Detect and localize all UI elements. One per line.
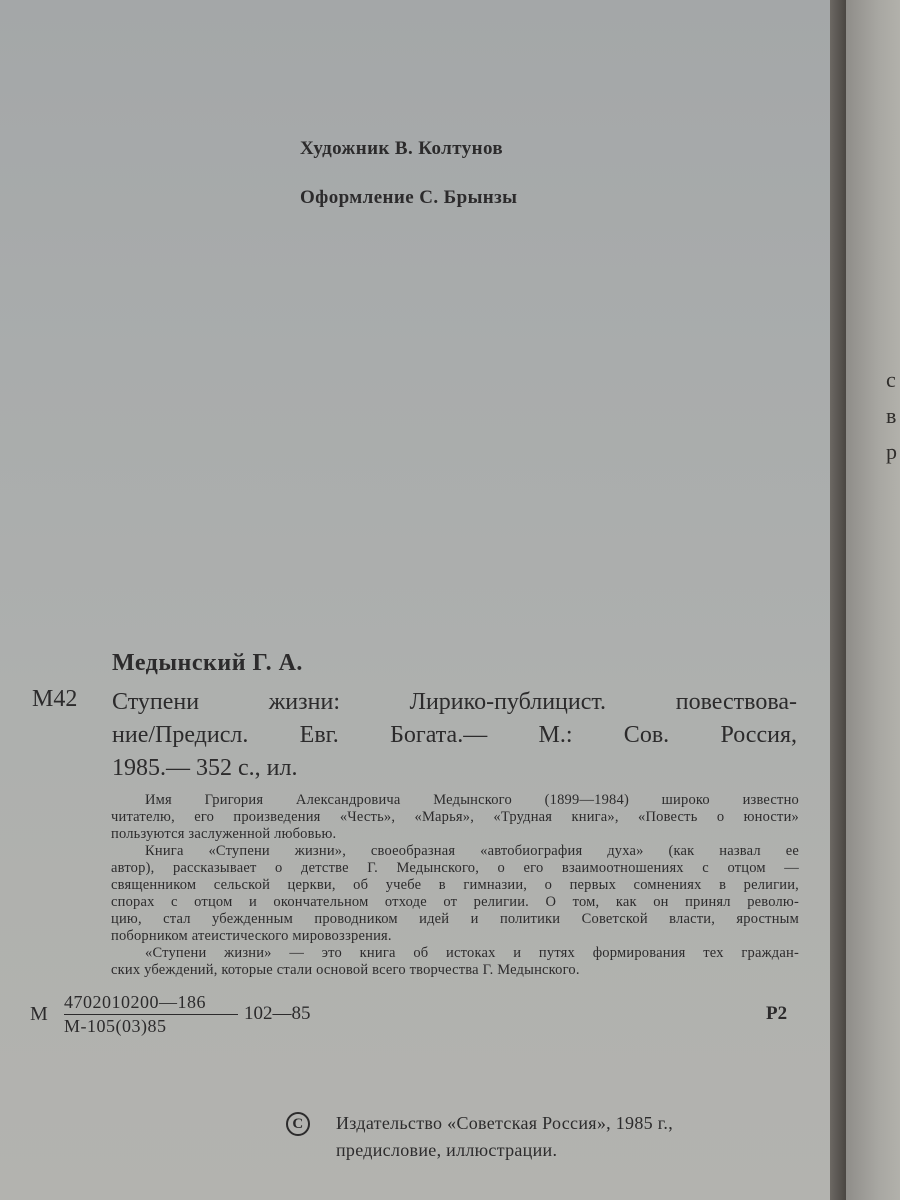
index-letter: М — [30, 1003, 48, 1025]
annotation-line: «Ступени жизни» — это книга об истоках и путях формирования тех граждан- — [145, 945, 799, 961]
index-suffix: 102—85 — [244, 1003, 311, 1024]
annotation-line: Книга «Ступени жизни», своеобразная «автобиография духа» (как назвал ее — [145, 843, 799, 859]
annotation-line: ских убеждений, которые стали основой всего творчества Г. Медынского. — [111, 962, 580, 978]
artist-credit: Художник В. Колтунов — [300, 138, 504, 159]
copyright-line: Издательство «Советская Россия», 1985 г., — [336, 1113, 674, 1133]
adjacent-glyph: в — [886, 403, 897, 428]
annotation-line: поборником атеистического мировоззрения. — [111, 928, 392, 944]
index-numerator: 4702010200—186 — [64, 992, 238, 1015]
annotation-line: автор), рассказывает о детстве Г. Медынского, о его взаимоотношениях с отцом — — [111, 860, 799, 876]
annotation-line: Имя Григория Александровича Медынского (1899—1984) широко известно — [145, 792, 799, 808]
page-edge-shadow — [830, 0, 846, 1200]
annotation-line: пользуются заслуженной любовью. — [111, 826, 337, 842]
index-fraction — [64, 992, 238, 1037]
annotation-line: священником сельской церкви, об учебе в гимназии, о первых сомнениях в религии, — [111, 877, 799, 893]
annotation-line: спорах с отцом и окончательном отходе от религии. О том, как он принял револю- — [111, 894, 799, 910]
catalog-entry — [112, 686, 797, 785]
design-credit: Оформление С. Брынзы — [300, 187, 518, 208]
catalog-code: М42 — [32, 686, 78, 712]
adjacent-page-text — [886, 362, 897, 470]
adjacent-page — [846, 0, 900, 1200]
bbk-code: Р2 — [766, 1003, 788, 1024]
index-denominator: М-105(03)85 — [64, 1016, 167, 1036]
annotation-line: читателю, его произведения «Честь», «Марья», «Трудная книга», «Повесть о юности» — [111, 809, 799, 825]
catalog-line: ние/Предисл. Евг. Богата.— М.: Сов. Россия, — [112, 722, 797, 748]
copyright-line: предисловие, иллюстрации. — [336, 1140, 558, 1160]
catalog-line: 1985.— 352 с., ил. — [112, 755, 298, 781]
annotation — [111, 792, 799, 979]
catalog-author: Медынский Г. А. — [112, 650, 303, 676]
annotation-line: цию, стал убежденным проводником идей и политики Советской власти, яростным — [111, 911, 799, 927]
adjacent-glyph: р — [886, 439, 897, 464]
copyright-icon: C — [286, 1112, 310, 1136]
adjacent-glyph: с — [886, 367, 896, 392]
catalog-line: Ступени жизни: Лирико-публицист. повествова- — [112, 689, 797, 715]
